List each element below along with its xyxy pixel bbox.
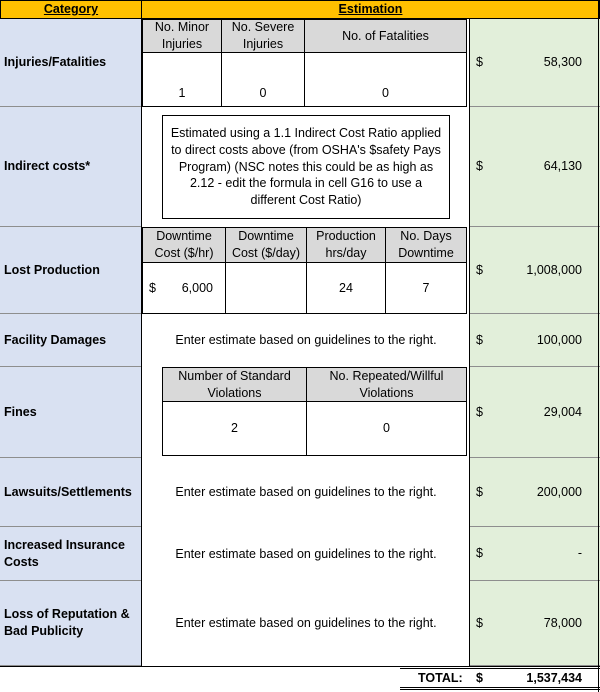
category-lost-production[interactable]: Lost Production: [0, 227, 142, 314]
estimation-indirect: [142, 107, 470, 227]
lawsuits-note[interactable]: Enter estimate based on guidelines to the right.: [142, 458, 470, 527]
amount-lost-production: 1,008,000: [526, 262, 582, 277]
amount-facility: 100,000: [536, 332, 582, 347]
currency-symbol: $: [476, 670, 483, 685]
reputation-note[interactable]: Enter estimate based on guidelines to the right.: [142, 581, 470, 666]
downtime-cost-day-label: Downtime Cost ($/day): [225, 227, 307, 263]
fatalities-input[interactable]: 0: [304, 52, 467, 107]
downtime-cost-hr-input[interactable]: [142, 262, 226, 314]
minor-injuries-input[interactable]: 1: [142, 52, 222, 107]
minor-injuries-label: No. Minor Injuries: [142, 19, 222, 53]
cost-indirect[interactable]: [470, 107, 600, 227]
currency-symbol: $: [476, 262, 483, 277]
total-amount: 1,537,434: [526, 670, 582, 685]
currency-symbol: $: [476, 615, 483, 630]
table-bottom-border: [0, 666, 600, 667]
currency-symbol: $: [476, 332, 483, 347]
severe-injuries-label: No. Severe Injuries: [221, 19, 305, 53]
amount-lawsuits: 200,000: [536, 484, 582, 499]
facility-note[interactable]: Enter estimate based on guidelines to the right.: [142, 314, 470, 367]
cost-reputation[interactable]: [470, 581, 600, 666]
category-fines[interactable]: Fines: [0, 367, 142, 458]
repeated-violations-input[interactable]: 0: [306, 401, 467, 456]
category-reputation[interactable]: Loss of Reputation & Bad Publicity: [0, 581, 142, 666]
total-label: TOTAL:: [418, 670, 463, 685]
cost-facility[interactable]: [470, 314, 600, 367]
downtime-days-label: No. Days Downtime: [385, 227, 467, 263]
amount-reputation: 78,000: [543, 615, 582, 630]
category-injuries[interactable]: Injuries/Fatalities: [0, 19, 142, 107]
cost-insurance[interactable]: [470, 527, 600, 581]
indirect-cost-note: Estimated using a 1.1 Indirect Cost Ratio applied to direct costs above (from OSHA's $safety Pays Program) (NSC notes this could be as high as 2.12 - edit the formula in cell G16 to use a different Cost Ratio): [162, 115, 450, 219]
estimation-header[interactable]: Estimation: [141, 0, 600, 19]
downtime-cost-day-input[interactable]: [225, 262, 307, 314]
standard-violations-label: Number of Standard Violations: [162, 367, 307, 402]
category-indirect[interactable]: Indirect costs*: [0, 107, 142, 227]
downtime-days-input[interactable]: 7: [385, 262, 467, 314]
column-divider: [598, 0, 599, 692]
currency-symbol: $: [476, 546, 483, 561]
category-header[interactable]: Category: [0, 0, 142, 19]
category-insurance[interactable]: Increased Insurance Costs: [0, 527, 142, 581]
currency-symbol: $: [476, 404, 483, 419]
total-row[interactable]: [400, 668, 600, 690]
severe-injuries-input[interactable]: 0: [221, 52, 305, 107]
currency-symbol: $: [476, 159, 483, 174]
standard-violations-input[interactable]: 2: [162, 401, 307, 456]
amount-indirect: 64,130: [543, 159, 582, 174]
currency-symbol: $: [476, 484, 483, 499]
amount-insurance: -: [577, 546, 582, 561]
column-divider: [469, 19, 470, 666]
downtime-cost-hr-label: Downtime Cost ($/hr): [142, 227, 226, 263]
cost-lawsuits[interactable]: [470, 458, 600, 527]
amount-injuries: 58,300: [543, 55, 582, 70]
currency-symbol: $: [149, 280, 156, 295]
cost-fines[interactable]: [470, 367, 600, 458]
category-lawsuits[interactable]: Lawsuits/Settlements: [0, 458, 142, 527]
production-hrs-input[interactable]: 24: [306, 262, 386, 314]
repeated-violations-label: No. Repeated/Willful Violations: [306, 367, 467, 402]
insurance-note[interactable]: Enter estimate based on guidelines to the right.: [142, 527, 470, 581]
amount-fines: 29,004: [543, 404, 582, 419]
cost-lost-production[interactable]: [470, 227, 600, 314]
currency-symbol: $: [476, 55, 483, 70]
column-divider: [141, 19, 142, 666]
category-facility[interactable]: Facility Damages: [0, 314, 142, 367]
downtime-cost-hr-value: 6,000: [181, 280, 213, 295]
production-hrs-label: Production hrs/day: [306, 227, 386, 263]
cost-injuries[interactable]: [470, 19, 600, 107]
fatalities-label: No. of Fatalities: [304, 19, 467, 53]
